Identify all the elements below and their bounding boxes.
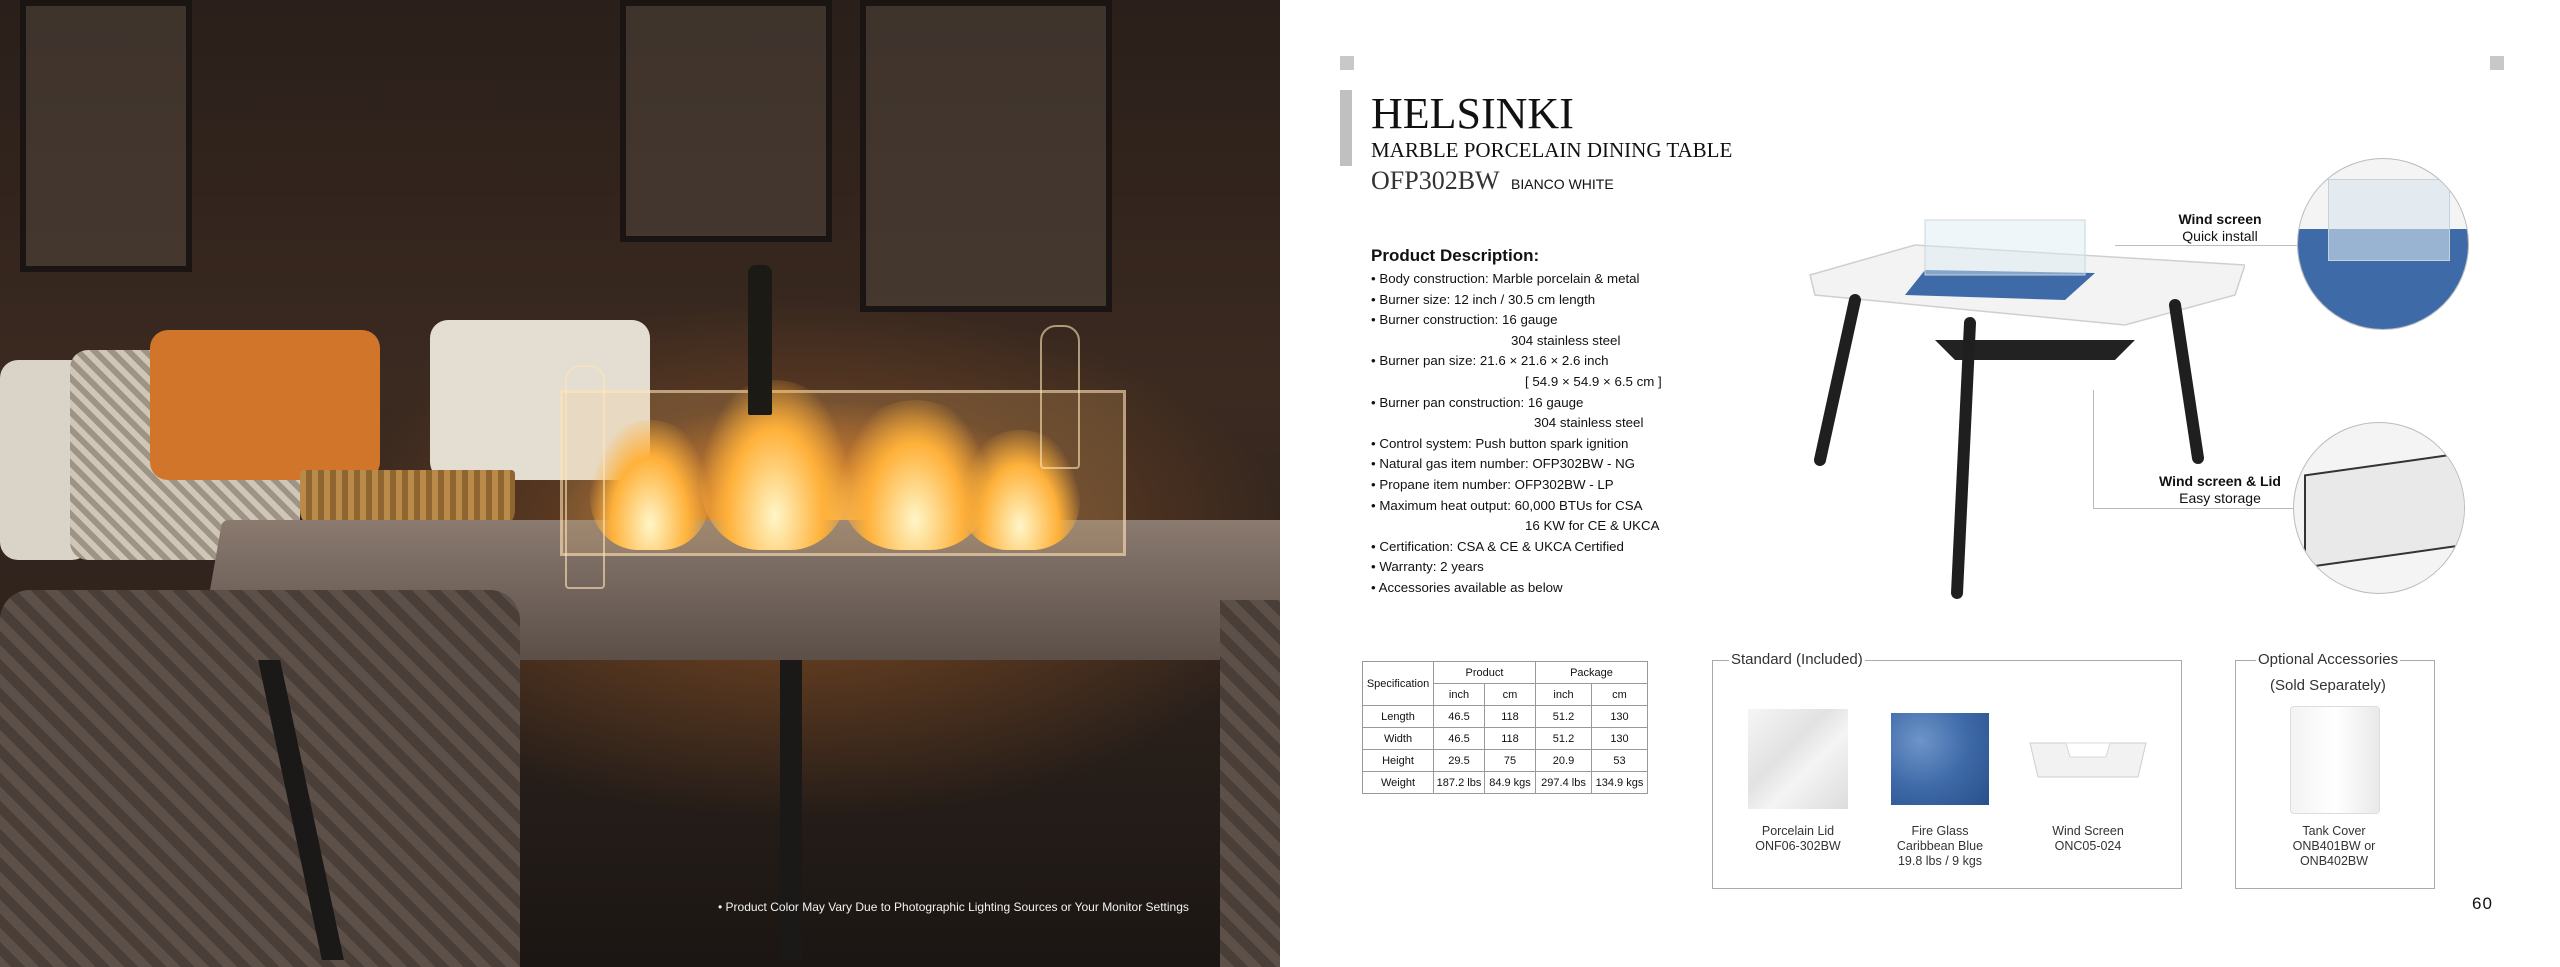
description-list — [1371, 269, 1662, 599]
model-number: OFP302BW — [1371, 166, 1500, 195]
table-leg-shape — [1820, 300, 1855, 460]
wine-glass — [565, 365, 605, 589]
row-label: Height — [1363, 750, 1434, 772]
cell: 51.2 — [1536, 706, 1592, 728]
table-leg-shape — [1957, 323, 1970, 593]
accessory-name: Wind Screen — [2052, 824, 2124, 838]
accessory-label — [1728, 824, 1868, 854]
table-row — [1363, 706, 1648, 728]
callout-subtitle: Quick install — [2182, 228, 2258, 244]
spec-header: Specification — [1363, 662, 1434, 706]
cell: 118 — [1485, 728, 1536, 750]
desc-line: [ 54.9 × 54.9 × 6.5 cm ] — [1525, 373, 1662, 389]
callout-subtitle: Easy storage — [2179, 490, 2261, 506]
wine-glass — [1040, 325, 1080, 469]
storage-callout — [2150, 473, 2290, 507]
cell: 75 — [1485, 750, 1536, 772]
wind-screen-zoom — [2297, 158, 2469, 330]
desc-line: • Certification: CSA & CE & UKCA Certified — [1371, 538, 1624, 554]
page-number: 60 — [2472, 894, 2493, 913]
product-illustration — [1795, 205, 2245, 605]
accessory-code: ONB401BW or — [2292, 839, 2376, 853]
table-leg-shape — [2175, 305, 2198, 458]
leader-line — [2093, 390, 2094, 508]
desc-line: • Propane item number: OFP302BW - LP — [1371, 476, 1614, 492]
accessory-label — [2018, 824, 2158, 854]
flame — [700, 380, 850, 550]
desc-line: • Natural gas item number: OFP302BW - NG — [1371, 456, 1636, 472]
accessory-code: ONC05-024 — [2054, 839, 2122, 853]
unit-header: inch — [1434, 684, 1485, 706]
cell: 29.5 — [1434, 750, 1485, 772]
row-label: Length — [1363, 706, 1434, 728]
callout-title: Wind screen & Lid — [2158, 473, 2281, 489]
desc-line: • Burner construction: 16 gauge — [1371, 312, 1558, 328]
table-row — [1363, 750, 1648, 772]
accessory-label — [2264, 824, 2404, 869]
wind-screen-swatch — [2026, 735, 2150, 785]
corner-mark — [2490, 56, 2504, 70]
unit-header: cm — [1485, 684, 1536, 706]
cell: 51.2 — [1536, 728, 1592, 750]
accessory-color: Caribbean Blue — [1896, 839, 1984, 853]
desc-line: • Burner pan size: 21.6 × 21.6 × 2.6 inch — [1371, 353, 1609, 369]
desc-line: 16 KW for CE & UKCA — [1525, 518, 1660, 534]
desc-line: • Accessories available as below — [1371, 579, 1563, 595]
row-label: Weight — [1363, 772, 1434, 794]
wicker-chair — [0, 590, 520, 967]
cell: 118 — [1485, 706, 1536, 728]
accessory-code: ONF06-302BW — [1755, 839, 1841, 853]
corner-mark — [1340, 56, 1354, 70]
flame — [590, 420, 710, 550]
cell: 134.9 kgs — [1592, 772, 1648, 794]
desc-line: 304 stainless steel — [1534, 415, 1644, 431]
cell: 20.9 — [1536, 750, 1592, 772]
standard-label: Standard (Included) — [1731, 651, 1863, 668]
color-name: BIANCO WHITE — [1511, 176, 1614, 192]
callout-title: Wind screen — [2178, 211, 2262, 227]
accessory-code: ONB402BW — [2299, 854, 2369, 868]
accessory-name: Fire Glass — [1911, 824, 1969, 838]
desc-line: • Warranty: 2 years — [1371, 559, 1484, 575]
specification-table — [1362, 661, 1648, 794]
orange-pillow — [150, 330, 380, 480]
desc-line: • Control system: Push button spark ignition — [1371, 435, 1629, 451]
tank-cover-swatch — [2290, 706, 2380, 814]
background-window — [860, 0, 1112, 312]
cell: 187.2 lbs — [1434, 772, 1485, 794]
accessory-label — [1870, 824, 2010, 869]
accessory-weight: 19.8 lbs / 9 kgs — [1897, 854, 1983, 868]
wine-bottle — [748, 265, 772, 415]
leader-line — [2115, 245, 2297, 246]
wicker-chair — [1220, 600, 1280, 967]
optional-label: Optional Accessories — [2258, 651, 2399, 668]
lid-detail — [2304, 451, 2465, 568]
photo-disclaimer: • Product Color May Vary Due to Photographic Lighting Sources or Your Monitor Settings — [718, 900, 1189, 914]
optional-sublabel: (Sold Separately) — [2270, 677, 2386, 694]
unit-header: cm — [1592, 684, 1648, 706]
storage-zoom — [2293, 422, 2465, 594]
background-window — [620, 0, 832, 242]
cell: 130 — [1592, 728, 1648, 750]
product-subtitle: MARBLE PORCELAIN DINING TABLE — [1371, 138, 1733, 162]
table-row — [1363, 728, 1648, 750]
glass-detail — [2328, 179, 2450, 261]
row-label: Width — [1363, 728, 1434, 750]
cell: 46.5 — [1434, 728, 1485, 750]
desc-line: • Burner pan construction: 16 gauge — [1371, 394, 1584, 410]
title-accent-bar — [1340, 90, 1352, 166]
product-title: HELSINKI — [1371, 89, 1574, 138]
desc-line: 304 stainless steel — [1511, 332, 1621, 348]
cell: 130 — [1592, 706, 1648, 728]
wind-screen-callout — [2160, 211, 2280, 245]
cell: 46.5 — [1434, 706, 1485, 728]
accessory-name: Porcelain Lid — [1761, 824, 1835, 838]
fire-glass-swatch — [1891, 713, 1989, 805]
desc-line: • Maximum heat output: 60,000 BTUs for CSA — [1371, 497, 1643, 513]
porcelain-lid-swatch — [1748, 709, 1848, 809]
desc-line: • Burner size: 12 inch / 30.5 cm length — [1371, 291, 1596, 307]
table-row — [1363, 772, 1648, 794]
product-header: Product — [1434, 662, 1536, 684]
table-leg — [780, 660, 802, 960]
cell: 84.9 kgs — [1485, 772, 1536, 794]
wind-screen-shape — [1925, 220, 2085, 275]
leader-line — [2093, 508, 2293, 509]
description-heading: Product Description: — [1371, 246, 1540, 265]
cell: 297.4 lbs — [1536, 772, 1592, 794]
accessory-name: Tank Cover — [2302, 824, 2366, 838]
background-window — [20, 0, 192, 272]
unit-header: inch — [1536, 684, 1592, 706]
package-header: Package — [1536, 662, 1648, 684]
desc-line: • Body construction: Marble porcelain & metal — [1371, 271, 1640, 286]
cell: 53 — [1592, 750, 1648, 772]
